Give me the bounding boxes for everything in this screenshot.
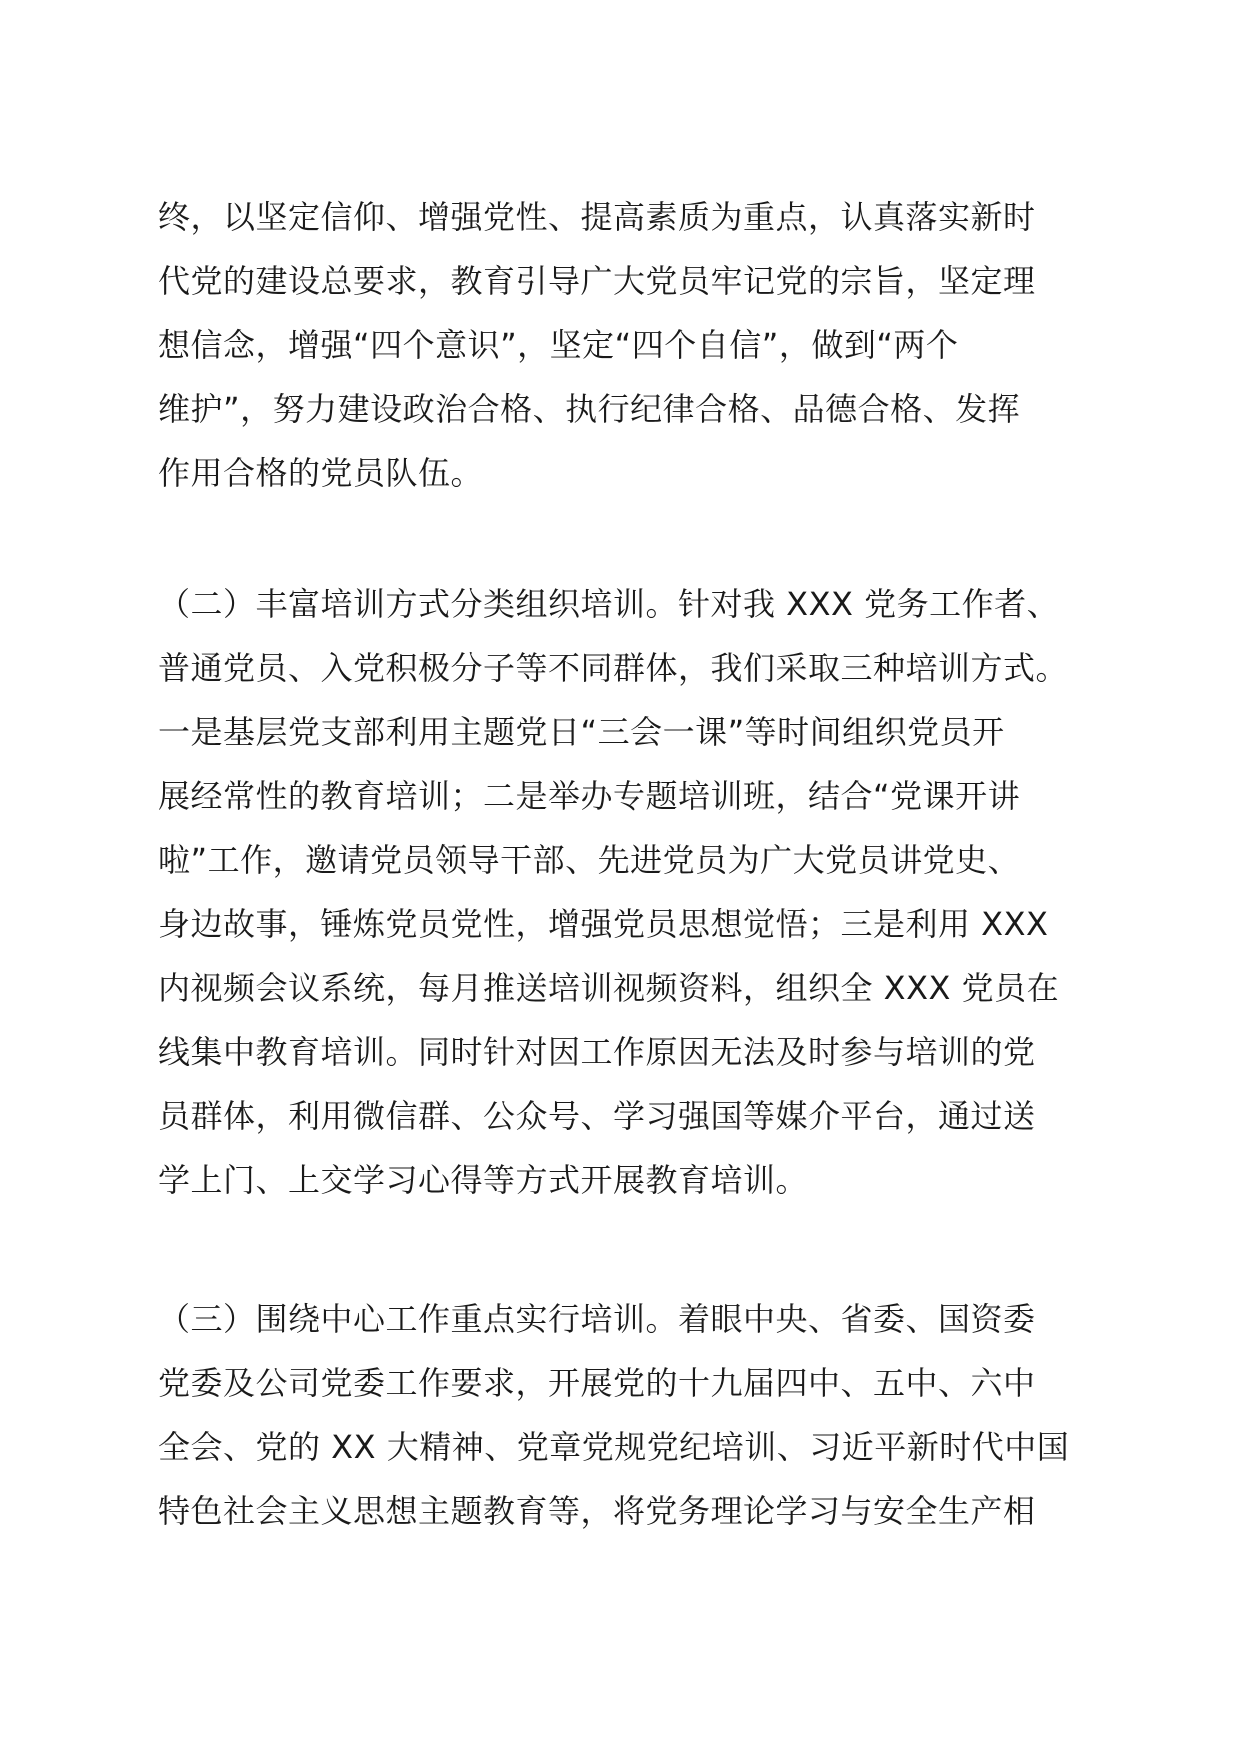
text-line: 内视频会议系统，每月推送培训视频资料，组织全 XXX 党员在 <box>158 969 1060 1007</box>
text-line: （二）丰富培训方式分类组织培训。针对我 XXX 党务工作者、 <box>158 585 1060 623</box>
text-line: 全会、党的 XX 大精神、党章党规党纪培训、习近平新时代中国 <box>158 1428 1070 1466</box>
text-line: 线集中教育培训。同时针对因工作原因无法及时参与培训的党 <box>158 1033 1036 1071</box>
text-line: 学上门、上交学习心得等方式开展教育培训。 <box>158 1161 809 1199</box>
text-line: 一是基层党支部利用主题党日“三会一课”等时间组织党员开 <box>158 713 1005 751</box>
text-line: 特色社会主义思想主题教育等，将党务理论学习与安全生产相 <box>158 1492 1036 1530</box>
text-line: 展经常性的教育培训；二是举办专题培训班，结合“党课开讲 <box>158 777 1021 815</box>
text-line: 终，以坚定信仰、增强党性、提高素质为重点，认真落实新时 <box>158 198 1036 236</box>
text-line: 啦”工作，邀请党员领导干部、先进党员为广大党员讲党史、 <box>158 841 1021 879</box>
text-line: 维护”，努力建设政治合格、执行纪律合格、品德合格、发挥 <box>158 390 1021 428</box>
paragraph-central-work-training <box>158 1287 1098 1543</box>
text-line: 普通党员、入党积极分子等不同群体，我们采取三种培训方式。 <box>158 649 1069 687</box>
text-line: 作用合格的党员队伍。 <box>158 454 484 492</box>
text-line: 身边故事，锤炼党员党性，增强党员思想觉悟；三是利用 XXX <box>158 905 1049 943</box>
text-line: 想信念，增强“四个意识”，坚定“四个自信”，做到“两个 <box>158 326 959 364</box>
text-line: 党委及公司党委工作要求，开展党的十九届四中、五中、六中 <box>158 1364 1036 1402</box>
paragraph-party-building-goals <box>158 185 1098 505</box>
text-line: 员群体，利用微信群、公众号、学习强国等媒介平台，通过送 <box>158 1097 1036 1135</box>
paragraph-training-methods <box>158 572 1098 1212</box>
text-line: （三）围绕中心工作重点实行培训。着眼中央、省委、国资委 <box>158 1300 1036 1338</box>
text-line: 代党的建设总要求，教育引导广大党员牢记党的宗旨，坚定理 <box>158 262 1036 300</box>
